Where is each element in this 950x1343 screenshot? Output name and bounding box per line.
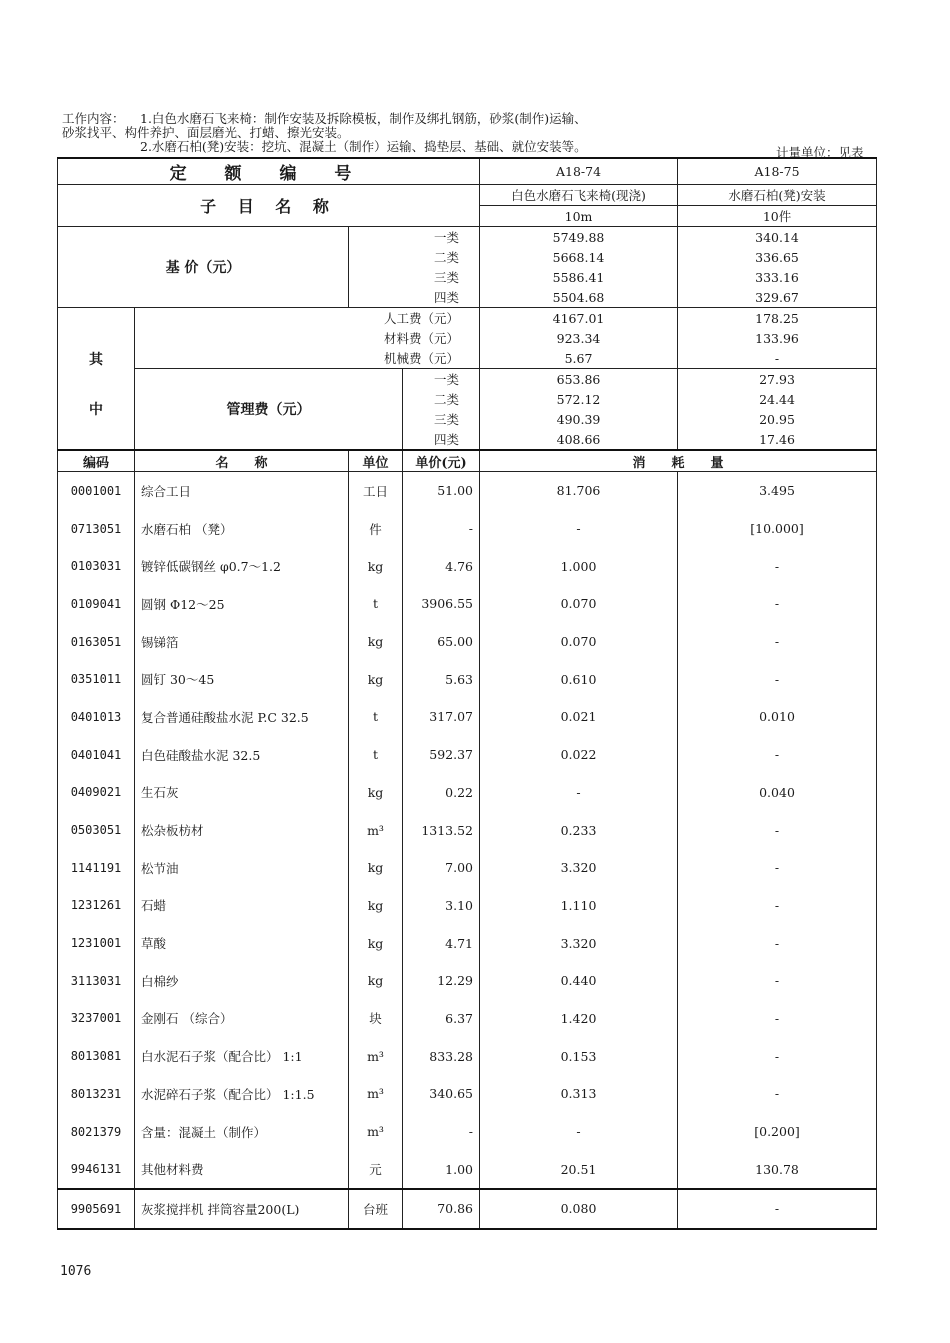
row-code: 0409021 [58,774,135,812]
row-v1: - [480,1113,678,1151]
row-v1: 1.110 [480,887,678,925]
mgmt-class-4: 四类 [403,429,480,450]
row-name: 圆钉 30～45 [135,660,349,698]
row-unit: m³ [349,1113,403,1151]
item-name-row [58,185,877,206]
machine-fee-col1: 5.67 [480,348,678,369]
row-code: 0713051 [58,510,135,548]
material-col2: 133.96 [678,328,877,348]
row-v2: - [678,924,877,962]
table-row [58,1000,877,1038]
row-unit: t [349,698,403,736]
row-code: 9946131 [58,1150,135,1189]
machine-name: 灰浆搅拌机 拌筒容量200(L) [135,1189,349,1229]
among-label-top: 其 [58,308,135,369]
row-unit: m³ [349,1037,403,1075]
base-price-col2-2: 336.65 [678,247,877,267]
row-v2: - [678,887,877,925]
mgmt-class-2: 二类 [403,389,480,409]
row-unit: kg [349,623,403,661]
table-row [58,849,877,887]
base-price-col2-4: 329.67 [678,287,877,308]
table-row [58,962,877,1000]
consumption-rows [58,472,877,1190]
machine-fee-col2: - [678,348,877,369]
row-v2: 0.010 [678,698,877,736]
row-name: 白水泥石子浆（配合比） 1:1 [135,1037,349,1075]
row-price: 12.29 [403,962,480,1000]
row-name: 石蜡 [135,887,349,925]
mgmt-col1-2: 572.12 [480,389,678,409]
row-unit: kg [349,660,403,698]
row-unit: kg [349,547,403,585]
row-unit: kg [349,887,403,925]
table-row [58,887,877,925]
row-unit: 件 [349,510,403,548]
row-price: 317.07 [403,698,480,736]
row-v1: - [480,510,678,548]
row-unit: m³ [349,1075,403,1113]
row-code: 3237001 [58,1000,135,1038]
row-v1: 0.070 [480,623,678,661]
item-unit-col2: 10件 [678,206,877,227]
base-price-col1-1: 5749.88 [480,227,678,248]
row-name: 复合普通硅酸盐水泥 P.C 32.5 [135,698,349,736]
item-name-col2: 水磨石柏(凳)安装 [678,185,877,206]
table-row [58,660,877,698]
table-row [58,1150,877,1189]
row-name: 综合工日 [135,472,349,510]
row-code: 0109041 [58,585,135,623]
row-code: 0163051 [58,623,135,661]
quota-code-row [58,158,877,185]
row-v1: 0.022 [480,736,678,774]
base-price-class-1: 一类 [349,227,480,248]
table-row [58,472,877,510]
quota-code-col1: A18-74 [480,158,678,185]
row-name: 水泥碎石子浆（配合比） 1:1.5 [135,1075,349,1113]
quota-table [57,157,877,1230]
row-price: 65.00 [403,623,480,661]
row-v1: 1.420 [480,1000,678,1038]
base-price-row-1 [58,227,877,248]
base-price-col1-2: 5668.14 [480,247,678,267]
table-row [58,736,877,774]
row-code: 1231001 [58,924,135,962]
row-name: 生石灰 [135,774,349,812]
row-v1: 0.313 [480,1075,678,1113]
row-v2: - [678,1037,877,1075]
table-row [58,1075,877,1113]
mgmt-col1-4: 408.66 [480,429,678,450]
table-row [58,623,877,661]
row-unit: 元 [349,1150,403,1189]
row-unit: kg [349,962,403,1000]
row-code: 0103031 [58,547,135,585]
machine-unit: 台班 [349,1189,403,1229]
row-price: 592.37 [403,736,480,774]
row-v1: 0.233 [480,811,678,849]
mgmt-col2-2: 24.44 [678,389,877,409]
row-price: - [403,510,480,548]
row-v2: - [678,1075,877,1113]
row-code: 8021379 [58,1113,135,1151]
labor-label: 人工费（元） [135,308,480,329]
row-v2: - [678,736,877,774]
row-price: 4.76 [403,547,480,585]
base-price-label: 基 价（元） [58,227,349,308]
row-name: 其他材料费 [135,1150,349,1189]
base-price-col1-4: 5504.68 [480,287,678,308]
row-unit: t [349,585,403,623]
col-header-name: 名 称 [135,450,349,472]
col-header-unit: 单位 [349,450,403,472]
machine-v2: - [678,1189,877,1229]
row-v1: 20.51 [480,1150,678,1189]
row-v2: - [678,585,877,623]
item-name-label: 子 目 名 称 [58,185,480,227]
base-price-col1-3: 5586.41 [480,267,678,287]
base-price-class-3: 三类 [349,267,480,287]
col-header-price: 单价(元) [403,450,480,472]
row-v1: 0.153 [480,1037,678,1075]
row-code: 1231261 [58,887,135,925]
row-unit: kg [349,774,403,812]
work-content-label: 工作内容： [62,111,125,126]
material-col1: 923.34 [480,328,678,348]
row-v2: 0.040 [678,774,877,812]
row-v2: - [678,547,877,585]
row-name: 金刚石 （综合） [135,1000,349,1038]
row-code: 0001001 [58,472,135,510]
mgmt-label: 管理费（元） [135,369,403,451]
machine-code: 9905691 [58,1189,135,1229]
col-header-consumption: 消 耗 量 [480,450,877,472]
row-price: 51.00 [403,472,480,510]
mgmt-class-1: 一类 [403,369,480,390]
unit-note: 计量单位：见表 [776,145,864,160]
row-price: 3906.55 [403,585,480,623]
row-price: - [403,1113,480,1151]
table-row [58,1037,877,1075]
row-code: 0401041 [58,736,135,774]
row-v2: - [678,849,877,887]
row-v1: - [480,774,678,812]
material-row [58,328,877,348]
row-price: 833.28 [403,1037,480,1075]
row-price: 5.63 [403,660,480,698]
row-v2: - [678,811,877,849]
machine-row [58,1189,877,1229]
row-name: 松杂板枋材 [135,811,349,849]
row-price: 6.37 [403,1000,480,1038]
row-price: 7.00 [403,849,480,887]
col-header-code: 编码 [58,450,135,472]
row-v1: 0.021 [480,698,678,736]
row-price: 4.71 [403,924,480,962]
row-v2: [10.000] [678,510,877,548]
base-price-class-2: 二类 [349,247,480,267]
work-content-line-2: 砂浆找平、构件养护、面层磨光、打蜡、擦光安装。 [62,125,350,140]
row-name: 白棉纱 [135,962,349,1000]
table-row [58,924,877,962]
row-v2: - [678,623,877,661]
row-price: 0.22 [403,774,480,812]
row-unit: m³ [349,811,403,849]
base-price-col2-3: 333.16 [678,267,877,287]
row-code: 1141191 [58,849,135,887]
row-unit: kg [349,849,403,887]
mgmt-col1-3: 490.39 [480,409,678,429]
mgmt-col2-4: 17.46 [678,429,877,450]
labor-row [58,308,877,329]
row-v2: - [678,660,877,698]
table-row [58,547,877,585]
row-v1: 81.706 [480,472,678,510]
row-code: 0351011 [58,660,135,698]
item-unit-col1: 10m [480,206,678,227]
table-row [58,774,877,812]
row-v1: 0.440 [480,962,678,1000]
row-price: 1.00 [403,1150,480,1189]
base-price-class-4: 四类 [349,287,480,308]
column-header-row [58,450,877,472]
row-code: 8013231 [58,1075,135,1113]
row-v2: 130.78 [678,1150,877,1189]
item-name-col1: 白色水磨石飞来椅(现浇) [480,185,678,206]
row-code: 0503051 [58,811,135,849]
mgmt-col2-1: 27.93 [678,369,877,390]
row-name: 水磨石柏 （凳） [135,510,349,548]
row-unit: t [349,736,403,774]
material-label: 材料费（元） [135,328,480,348]
row-name: 含量：混凝土（制作） [135,1113,349,1151]
table-row [58,811,877,849]
row-code: 8013081 [58,1037,135,1075]
quota-code-label: 定 额 编 号 [58,158,480,185]
row-unit: 工日 [349,472,403,510]
machine-fee-label: 机械费（元） [135,348,480,369]
table-row [58,1113,877,1151]
page-number: 1076 [60,1264,92,1279]
labor-col2: 178.25 [678,308,877,329]
row-name: 松节油 [135,849,349,887]
work-content-line-3: 2.水磨石柏(凳)安装：挖坑、混凝土（制作）运输、捣垫层、基础、就位安装等。 [140,139,587,154]
labor-col1: 4167.01 [480,308,678,329]
row-v1: 3.320 [480,924,678,962]
machine-v1: 0.080 [480,1189,678,1229]
row-v2: - [678,1000,877,1038]
row-v2: 3.495 [678,472,877,510]
row-price: 3.10 [403,887,480,925]
mgmt-col2-3: 20.95 [678,409,877,429]
row-price: 340.65 [403,1075,480,1113]
row-unit: kg [349,924,403,962]
work-content-line-1: 1.白色水磨石飞来椅：制作安装及拆除模板，制作及绑扎钢筋，砂浆(制作)运输、 [140,111,587,126]
among-label-bottom: 中 [58,369,135,451]
row-v2: [0.200] [678,1113,877,1151]
table-row [58,698,877,736]
row-price: 1313.52 [403,811,480,849]
mgmt-row-1 [58,369,877,390]
row-code: 3113031 [58,962,135,1000]
row-name: 锡锑箔 [135,623,349,661]
row-name: 草酸 [135,924,349,962]
quota-code-col2: A18-75 [678,158,877,185]
machine-price: 70.86 [403,1189,480,1229]
row-v2: - [678,962,877,1000]
mgmt-col1-1: 653.86 [480,369,678,390]
row-name: 圆钢 Φ12～25 [135,585,349,623]
row-name: 镀锌低碳钢丝 φ0.7～1.2 [135,547,349,585]
row-unit: 块 [349,1000,403,1038]
row-v1: 1.000 [480,547,678,585]
table-row [58,510,877,548]
base-price-col2-1: 340.14 [678,227,877,248]
row-v1: 0.070 [480,585,678,623]
row-v1: 0.610 [480,660,678,698]
mgmt-class-3: 三类 [403,409,480,429]
machine-fee-row [58,348,877,369]
row-code: 0401013 [58,698,135,736]
row-name: 白色硅酸盐水泥 32.5 [135,736,349,774]
table-row [58,585,877,623]
row-v1: 3.320 [480,849,678,887]
